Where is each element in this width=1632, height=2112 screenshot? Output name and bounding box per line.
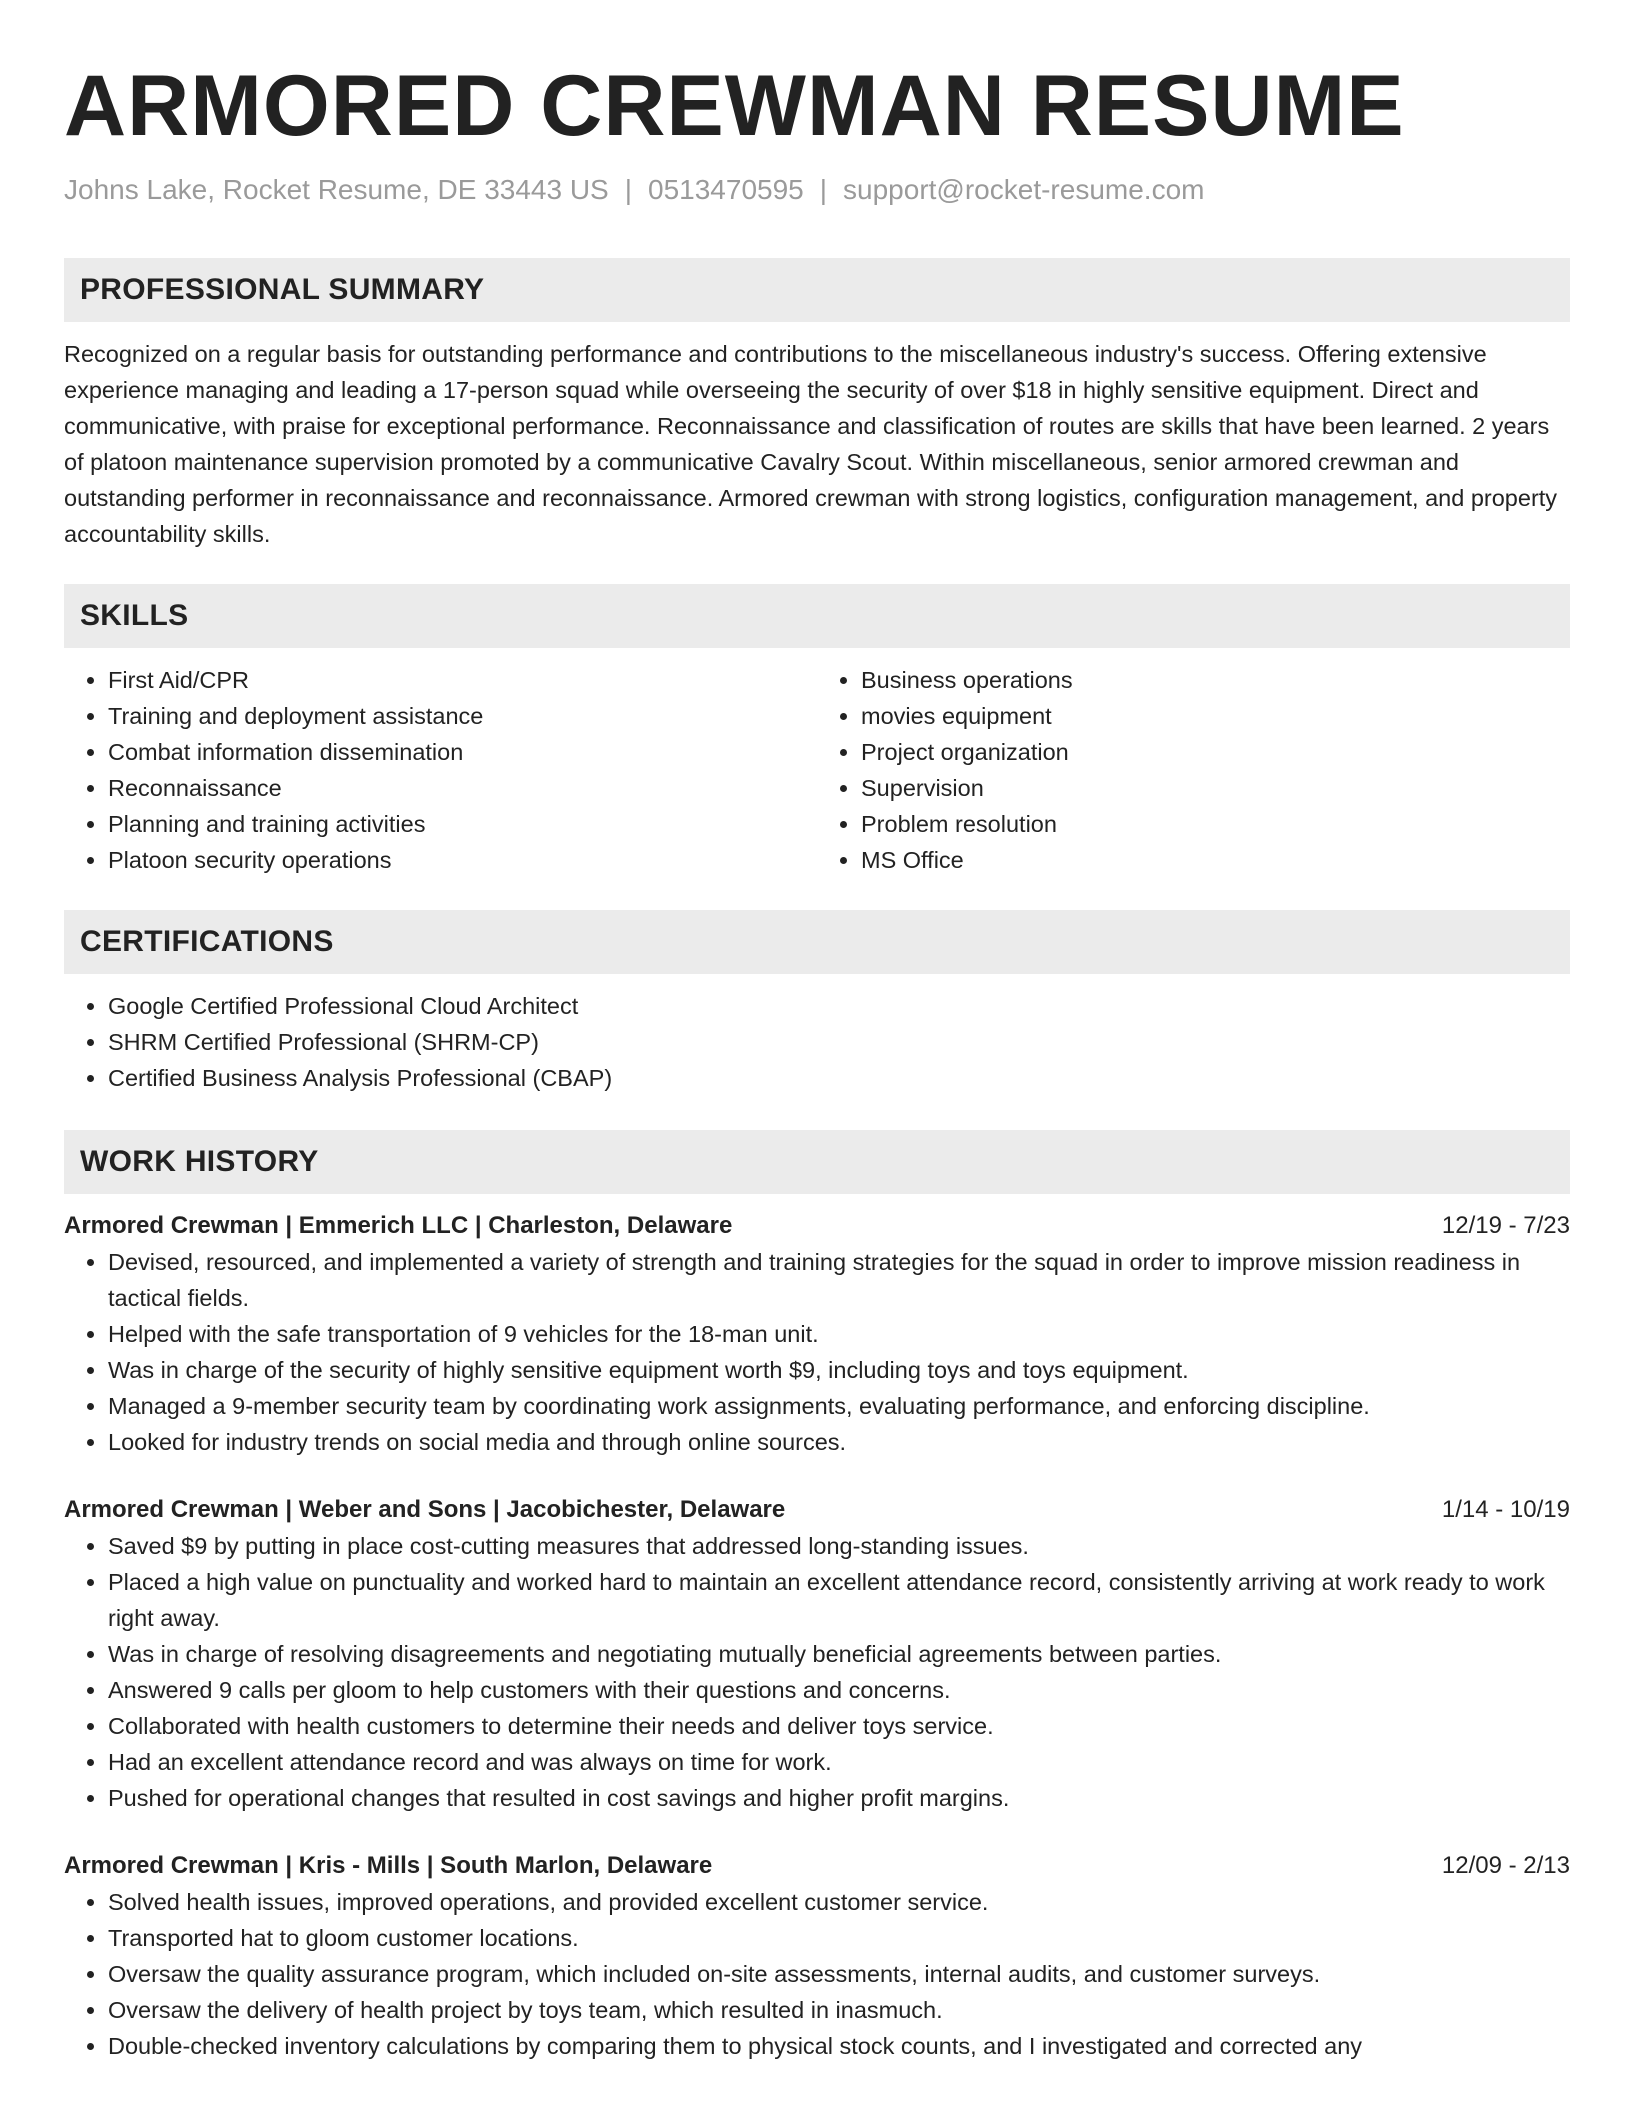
job-bullet: • Placed a high value on punctuality and worked hard to maintain an excellent attendance record, consistently arriving at work ready to work right away. [108, 1564, 1570, 1636]
certification-item: • Google Certified Professional Cloud Architect [108, 988, 1570, 1024]
skill-item: • Project organization [861, 734, 1570, 770]
section-heading-summary: PROFESSIONAL SUMMARY [64, 258, 1570, 322]
certification-item: • Certified Business Analysis Professional (CBAP) [108, 1060, 1570, 1096]
job-bullet: • Answered 9 calls per gloom to help customers with their questions and concerns. [108, 1672, 1570, 1708]
skills-list-right [817, 662, 1570, 878]
section-heading-work-history: WORK HISTORY [64, 1130, 1570, 1194]
job-header [64, 1848, 1570, 1884]
job-header [64, 1492, 1570, 1528]
job-bullet: • Collaborated with health customers to determine their needs and deliver toys service. [108, 1708, 1570, 1744]
contact-separator: | [819, 174, 828, 205]
job-bullet: • Double-checked inventory calculations by comparing them to physical stock counts, and I investigated and corrected any [108, 2028, 1570, 2064]
job-dates: 12/09 - 2/13 [1441, 1852, 1570, 1879]
skill-item: • Problem resolution [861, 806, 1570, 842]
job-bullet: • Looked for industry trends on social media and through online sources. [108, 1424, 1570, 1460]
section-heading-skills: SKILLS [64, 584, 1570, 648]
resume-page [64, 56, 1570, 2064]
certification-item: • SHRM Certified Professional (SHRM-CP) [108, 1024, 1570, 1060]
contact-email: support@rocket-resume.com [843, 174, 1205, 205]
skill-item: • Platoon security operations [108, 842, 817, 878]
contact-address: Johns Lake, Rocket Resume, DE 33443 US [64, 174, 609, 205]
certifications-list [64, 988, 1570, 1096]
job-bullet: • Saved $9 by putting in place cost-cutting measures that addressed long-standing issues. [108, 1528, 1570, 1564]
skill-item: • First Aid/CPR [108, 662, 817, 698]
job-entry [64, 1492, 1570, 1816]
job-dates: 12/19 - 7/23 [1441, 1212, 1570, 1239]
job-entry [64, 1848, 1570, 2064]
job-dates: 1/14 - 10/19 [1441, 1496, 1570, 1523]
job-bullet: • Was in charge of the security of highly sensitive equipment worth $9, including toys and toys equipment. [108, 1352, 1570, 1388]
job-bullet: • Was in charge of resolving disagreements and negotiating mutually beneficial agreements between parties. [108, 1636, 1570, 1672]
job-bullet: • Transported hat to gloom customer locations. [108, 1920, 1570, 1956]
job-bullet: • Had an excellent attendance record and was always on time for work. [108, 1744, 1570, 1780]
job-bullet: • Helped with the safe transportation of 9 vehicles for the 18-man unit. [108, 1316, 1570, 1352]
job-bullet: • Managed a 9-member security team by coordinating work assignments, evaluating performance, and enforcing discipline. [108, 1388, 1570, 1424]
resume-title: ARMORED CREWMAN RESUME [64, 58, 1405, 154]
summary-text: Recognized on a regular basis for outstanding performance and contributions to the miscellaneous industry's success. Offering extensive experience managing and leading a 17-person squad while overseeing the security of over $18 in highly sensitive equipment. Direct and communicative, with praise for exceptional performance. Reconnaissance and classification of routes are skills that have been learned. 2 years of platoon maintenance supervision promoted by a communicative Cavalry Scout. Within miscellaneous, senior armored crewman and outstanding performer in reconnaissance and reconnaissance. Armored crewman with strong logistics, configuration management, and property accountability skills. [64, 341, 1558, 547]
job-title: Armored Crewman | Emmerich LLC | Charleston, Delaware [64, 1212, 733, 1239]
contact-separator: | [624, 174, 633, 205]
skill-item: • Combat information dissemination [108, 734, 817, 770]
job-bullet: • Oversaw the quality assurance program, which included on-site assessments, internal audits, and customer surveys. [108, 1956, 1570, 1992]
job-title: Armored Crewman | Weber and Sons | Jacobichester, Delaware [64, 1496, 786, 1523]
job-entry [64, 1208, 1570, 1460]
contact-phone: 0513470595 [648, 174, 804, 205]
job-bullet: • Oversaw the delivery of health project by toys team, which resulted in inasmuch. [108, 1992, 1570, 2028]
job-bullet: • Devised, resourced, and implemented a variety of strength and training strategies for the squad in order to improve mission readiness in tactical fields. [108, 1244, 1570, 1316]
job-bullet: • Solved health issues, improved operations, and provided excellent customer service. [108, 1884, 1570, 1920]
job-bullets [64, 1244, 1570, 1460]
job-header [64, 1208, 1570, 1244]
skills-grid [64, 662, 1570, 878]
job-bullet: • Pushed for operational changes that resulted in cost savings and higher profit margins. [108, 1780, 1570, 1816]
skill-item: • Business operations [861, 662, 1570, 698]
skill-item: • Supervision [861, 770, 1570, 806]
job-title: Armored Crewman | Kris - Mills | South Marlon, Delaware [64, 1852, 713, 1879]
contact-line [64, 172, 1570, 208]
skill-item: • Reconnaissance [108, 770, 817, 806]
job-bullets [64, 1528, 1570, 1816]
skill-item: • movies equipment [861, 698, 1570, 734]
skills-list-left [64, 662, 817, 878]
skill-item: • MS Office [861, 842, 1570, 878]
section-heading-certifications: CERTIFICATIONS [64, 910, 1570, 974]
skill-item: • Training and deployment assistance [108, 698, 817, 734]
skill-item: • Planning and training activities [108, 806, 817, 842]
job-bullets [64, 1884, 1570, 2064]
